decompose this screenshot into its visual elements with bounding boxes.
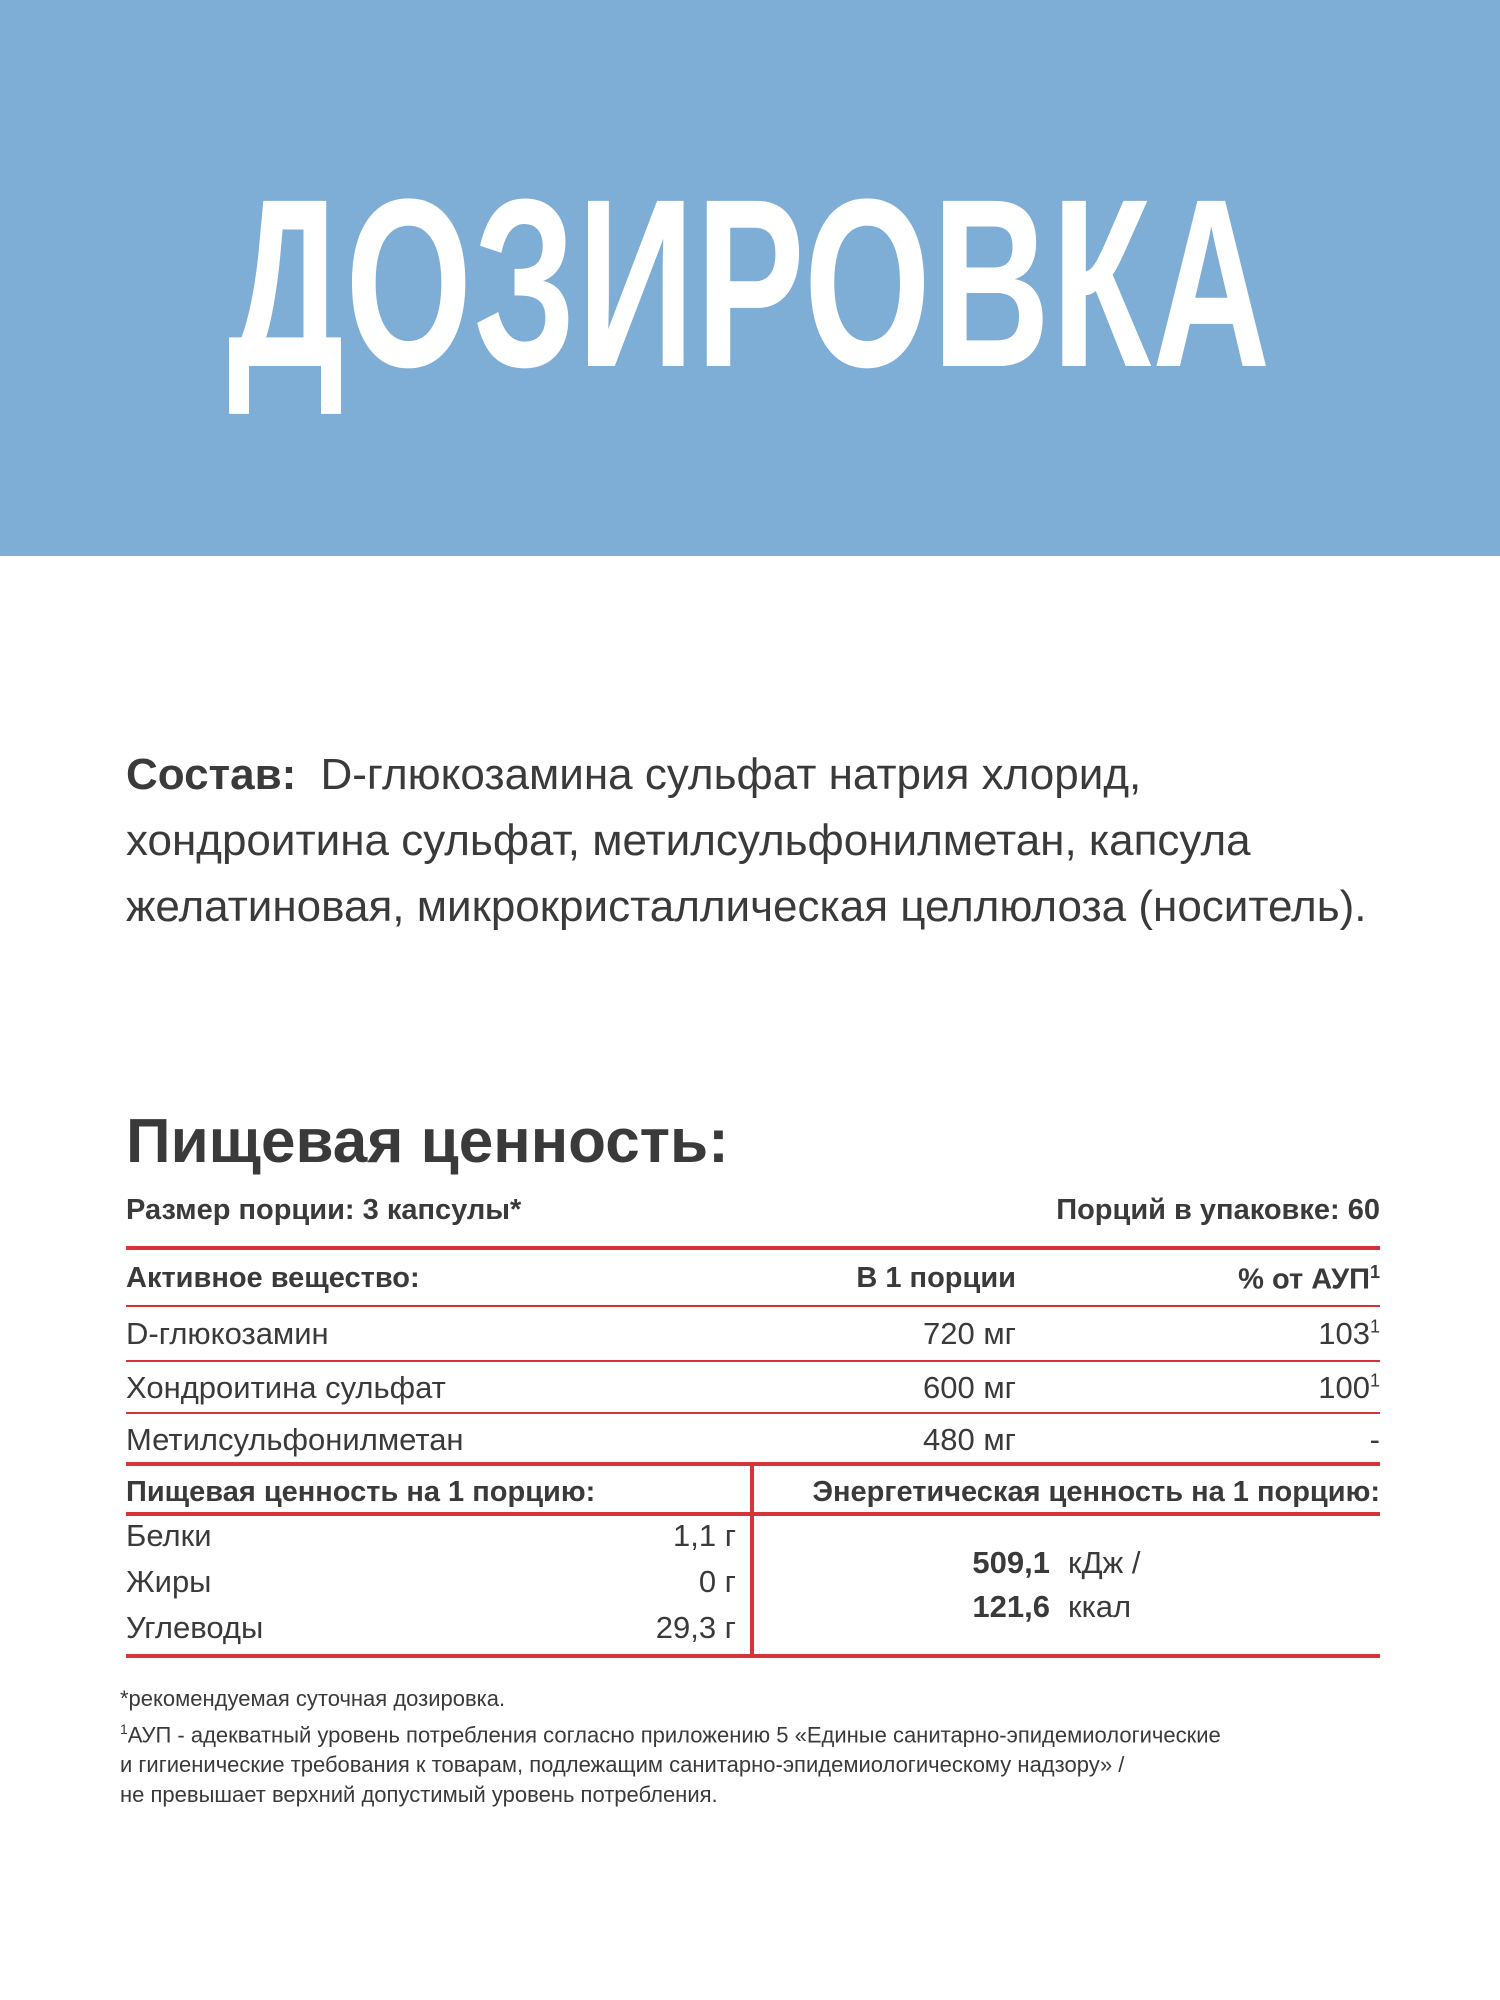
composition-label: Состав: bbox=[126, 750, 297, 799]
table-row bbox=[126, 1362, 1380, 1412]
substance-aup: $100^1$ bbox=[1318, 1370, 1380, 1405]
nutrition-title: Пищевая ценность: bbox=[126, 1107, 729, 1176]
substance-amount: 480 мг bbox=[923, 1422, 1016, 1457]
food-value-header: Пищевая ценность на 1 порцию: bbox=[126, 1476, 596, 1508]
divider-line bbox=[126, 1654, 1380, 1658]
footnote-aup: $^1$АУП - адекватный уровень потребления согласно приложению 5 «Единые санитарно-эпидемиологические bbox=[120, 1721, 1221, 1748]
table-row bbox=[126, 1308, 1380, 1358]
footnotes bbox=[120, 1684, 1400, 1810]
footnote-aup-cont: и гигиенические требования к товарам, подлежащим санитарно-эпидемиологическому надзору» / bbox=[120, 1752, 1125, 1778]
servings-per-pack: Порций в упаковке: 60 bbox=[1056, 1194, 1380, 1226]
divider-line bbox=[126, 1246, 1380, 1250]
substance-name: Хондроитина сульфат bbox=[126, 1370, 446, 1405]
header-banner bbox=[0, 0, 1500, 556]
table-header-row bbox=[126, 1254, 1380, 1304]
macro-value: 0 г bbox=[698, 1564, 736, 1599]
macro-name: Белки bbox=[126, 1518, 212, 1553]
header-per-portion: В 1 порции bbox=[856, 1262, 1016, 1294]
macro-value: 29,3 г bbox=[655, 1610, 736, 1645]
table-row bbox=[126, 1414, 1380, 1464]
divider-line bbox=[126, 1305, 1380, 1307]
macro-value: 1,1 г bbox=[672, 1518, 736, 1553]
substance-amount: 600 мг bbox=[923, 1370, 1016, 1405]
footnote-aup-end: не превышает верхний допустимый уровень потребления. bbox=[120, 1782, 718, 1808]
serving-size: Размер порции: 3 капсулы* bbox=[126, 1194, 522, 1226]
energy-kj-unit: кДж / bbox=[1068, 1545, 1141, 1580]
energy-kcal-value: 121,6 bbox=[972, 1589, 1050, 1624]
energy-kj-value: 509,1 bbox=[972, 1545, 1050, 1580]
column-divider bbox=[750, 1462, 754, 1658]
footnote-dosage: *рекомендуемая суточная дозировка. bbox=[120, 1686, 506, 1711]
macro-name: Жиры bbox=[126, 1564, 212, 1599]
header-aup: % от АУП$^1$ bbox=[1238, 1262, 1380, 1296]
substance-name: Метилсульфонилметан bbox=[126, 1422, 464, 1457]
page-title: ДОЗИРОВКА bbox=[228, 149, 1272, 417]
serving-info bbox=[126, 1194, 1380, 1227]
energy-header: Энергетическая ценность на 1 порцию: bbox=[812, 1476, 1380, 1508]
energy-kcal-unit: ккал bbox=[1068, 1589, 1132, 1624]
energy-value bbox=[950, 1541, 1141, 1629]
substance-aup: $103^1$ bbox=[1318, 1316, 1380, 1351]
substance-amount: 720 мг bbox=[923, 1316, 1016, 1351]
substance-aup: - bbox=[1369, 1422, 1380, 1457]
composition-block bbox=[126, 742, 1386, 940]
composition-text: D-глюкозамина сульфат натрия хлорид, хондроитина сульфат, метилсульфонилметан, капсула желатиновая, микрокристаллическая целлюлоза (носитель). bbox=[126, 750, 1367, 931]
macro-name: Углеводы bbox=[126, 1610, 264, 1645]
header-substance: Активное вещество: bbox=[126, 1262, 420, 1294]
substance-name: D-глюкозамин bbox=[126, 1316, 329, 1351]
